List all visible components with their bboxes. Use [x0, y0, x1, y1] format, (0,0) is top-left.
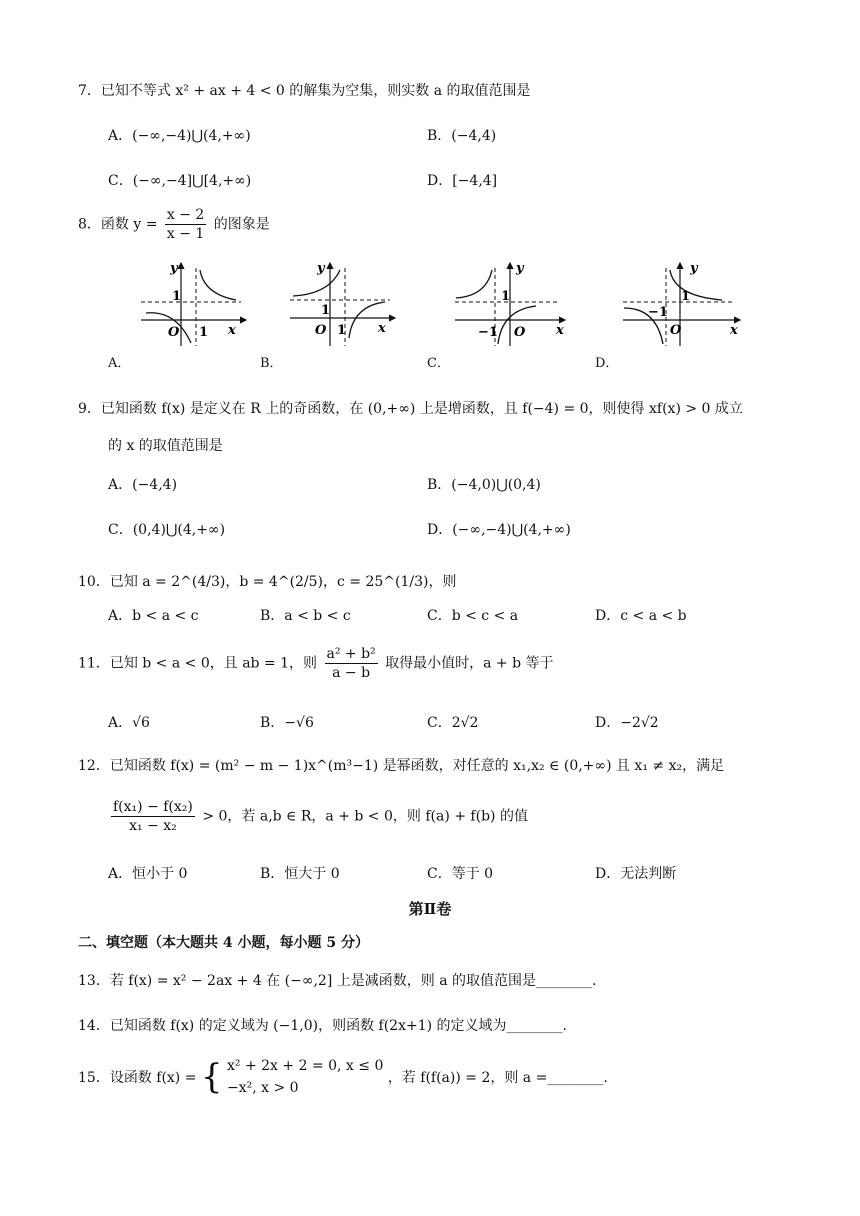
- q8-graph-b: [285, 258, 405, 348]
- q10-stem: 10．已知 a = 2^(4/3)，b = 4^(2/5)，c = 25^(1/3)，则: [78, 574, 457, 590]
- q12-frac-num: f(x₁) − f(x₂): [113, 799, 193, 815]
- q11-option-b: B．−√6: [260, 715, 314, 731]
- graph-d-x-label: x: [730, 323, 738, 338]
- graph-a-origin: O: [168, 325, 180, 340]
- q9-option-d: D．(−∞,−4)⋃(4,+∞): [427, 522, 571, 538]
- q11-frac-den: a − b: [332, 665, 371, 681]
- q12-option-b: B．恒大于 0: [260, 866, 340, 882]
- graph-b-origin: O: [315, 323, 327, 338]
- graph-d-x-neg-one: −1: [648, 305, 668, 320]
- graph-c-y-label: y: [516, 261, 524, 276]
- q11-option-c: C．2√2: [427, 715, 479, 731]
- q8-frac-num: x − 2: [166, 207, 205, 223]
- q8-label-d: D．: [595, 356, 619, 371]
- q9-option-c: C．(0,4)⋃(4,+∞): [108, 522, 226, 538]
- q10-option-b: B．a < b < c: [260, 608, 351, 624]
- graph-d-y-label: y: [690, 261, 698, 276]
- q8-stem-post: 的图象是: [213, 216, 270, 233]
- q12-fraction: [111, 798, 195, 835]
- graph-d-origin: O: [670, 323, 682, 338]
- q8-stem: [78, 206, 270, 243]
- q7-option-d: D．[−4,4]: [427, 173, 498, 189]
- graph-d-y-one: 1: [681, 289, 691, 304]
- q12-option-d: D．无法判断: [595, 866, 677, 882]
- q15-cases: [227, 1055, 383, 1099]
- q7-option-c: C．(−∞,−4]⋃[4,+∞): [108, 173, 252, 189]
- q15-stem-post: ，若 f(f(a)) = 2，则 a =________.: [387, 1070, 608, 1086]
- q15-brace: {: [200, 1057, 223, 1097]
- section-2-heading: 二、填空题（本大题共 4 小题，每小题 5 分）: [78, 935, 369, 951]
- graph-c-x-neg-one: −1: [478, 325, 498, 340]
- q14-stem: 14．已知函数 f(x) 的定义域为 (−1,0)，则函数 f(2x+1) 的定义域为________.: [78, 1018, 567, 1034]
- q12-stem-line2-post: > 0，若 a,b ∈ R，a + b < 0，则 f(a) + f(b) 的值: [202, 808, 528, 825]
- q11-stem: [78, 645, 554, 682]
- q7-option-b: B．(−4,4): [427, 128, 497, 144]
- q8-label-c: C．: [427, 356, 450, 371]
- graph-a-x-label: x: [228, 323, 236, 338]
- q11-stem-post: 取得最小值时，a + b 等于: [385, 655, 554, 672]
- graph-b-x-label: x: [378, 321, 386, 336]
- graph-a-y-one: 1: [172, 289, 182, 304]
- graph-c-x-label: x: [556, 323, 564, 338]
- q10-option-a: A．b < a < c: [108, 608, 199, 624]
- q9-option-b: B．(−4,0)⋃(0,4): [427, 477, 541, 493]
- q13-stem: 13．若 f(x) = x² − 2ax + 4 在 (−∞,2] 上是减函数，则 a 的取值范围是________.: [78, 973, 597, 989]
- q12-option-c: C．等于 0: [427, 866, 494, 882]
- q12-stem-line2: [108, 798, 528, 835]
- q8-graph-a: [136, 258, 256, 348]
- graph-c-y-one: 1: [501, 289, 511, 304]
- q12-option-a: A．恒小于 0: [108, 866, 188, 882]
- q9-stem-line1: 9．已知函数 f(x) 是定义在 R 上的奇函数，在 (0,+∞) 上是增函数，且 f(−4) = 0，则使得 xf(x) > 0 成立: [78, 401, 743, 417]
- graph-a-x-one: 1: [199, 325, 209, 340]
- section-2-title: 第Ⅱ卷: [408, 900, 452, 918]
- graph-b-x-one: 1: [337, 323, 347, 338]
- q12-stem-line1: 12．已知函数 f(x) = (m² − m − 1)x^(m³−1) 是幂函数，对任意的 x₁,x₂ ∈ (0,+∞) 且 x₁ ≠ x₂，满足: [78, 758, 725, 774]
- q9-option-a: A．(−4,4): [108, 477, 178, 493]
- q15-stem: [78, 1055, 608, 1099]
- q11-frac-num: a² + b²: [326, 646, 376, 662]
- graph-b-y-label: y: [317, 261, 325, 276]
- q8-frac-den: x − 1: [166, 226, 205, 242]
- q10-option-c: C．b < c < a: [427, 608, 519, 624]
- q11-stem-pre: 11．已知 b < a < 0，且 ab = 1，则: [78, 655, 318, 672]
- q12-frac-den: x₁ − x₂: [129, 818, 177, 834]
- q8-graph-d: [618, 258, 748, 348]
- q15-case-2: −x², x > 0: [227, 1080, 299, 1096]
- q8-fraction: [165, 206, 206, 243]
- q8-label-a: A．: [108, 356, 131, 371]
- q15-case-1: x² + 2x + 2 = 0, x ≤ 0: [227, 1058, 384, 1074]
- q7-option-a: A．(−∞,−4)⋃(4,+∞): [108, 128, 251, 144]
- q15-stem-pre: 15．设函数 f(x) =: [78, 1070, 197, 1086]
- q11-fraction: [325, 645, 378, 682]
- q10-option-d: D．c < a < b: [595, 608, 687, 624]
- q9-stem-line2: 的 x 的取值范围是: [108, 438, 223, 454]
- graph-c-origin: O: [514, 325, 526, 340]
- q8-label-b: B．: [260, 356, 283, 371]
- q11-option-d: D．−2√2: [595, 715, 659, 731]
- q8-stem-pre: 8．函数 y =: [78, 216, 158, 233]
- q7-stem: 7．已知不等式 x² + ax + 4 < 0 的解集为空集，则实数 a 的取值范围是: [78, 83, 531, 99]
- graph-b-y-one: 1: [321, 303, 331, 318]
- q8-graph-c: [450, 258, 570, 348]
- graph-a-y-label: y: [170, 261, 178, 276]
- q11-option-a: A．√6: [108, 715, 150, 731]
